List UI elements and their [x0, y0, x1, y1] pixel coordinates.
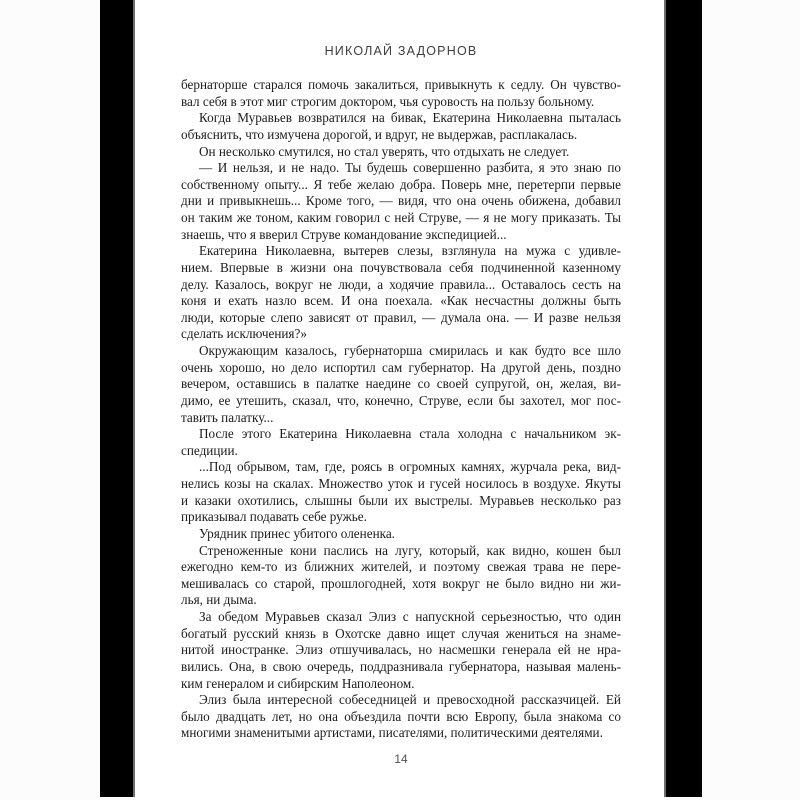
text-line: вились. Она, в свою очередь, поддразнивала губернатора, называя малень-: [181, 658, 621, 674]
text-line: нием. Впервые в жизни она почувствовала себя подчиненной казенному: [181, 259, 621, 275]
text-line: вечером, оставшись в палатке наедине со своей супругой, он, желая, ви-: [181, 376, 621, 392]
text-line: Он несколько смутился, но стал уверять, что отдыхать не следует.: [199, 143, 570, 159]
text-line: приказывал подавать себе ружье.: [181, 509, 367, 525]
page-text: [181, 77, 621, 742]
text-line: богатый русский князь в Охотске давно ищет случая жениться на знаме-: [181, 625, 621, 641]
text-line: собственному опыту... Я тебе желаю добра. Поверь мне, перетерпи первые: [181, 176, 621, 192]
text-line: знаешь, что я вверил Струве командование экспедицией...: [181, 226, 507, 242]
text-line: Екатерина Николаевна, вытерев слезы, взглянула на мужа с удивле-: [199, 243, 621, 259]
text-line: димо, ее утешить, сказал, что, конечно, Струве, если бы захотел, мог пос-: [181, 392, 621, 408]
text-line: многими знаменитыми артистами, писателями, политическими деятелями.: [181, 725, 603, 741]
text-line: он таким же тоном, каким говорил с ней Струве, — я не могу приказать. Ты: [181, 210, 621, 225]
text-line: Окружающим казалось, губернаторша смирилась и как будто все шло: [199, 343, 621, 358]
text-line: объяснить, что измучена дорогой, и вдруг, не выдержав, расплакалась.: [181, 126, 578, 142]
text-line: ...Под обрывом, там, где, роясь в огромных камнях, журчала река, вид-: [199, 459, 621, 475]
page-number: 14: [394, 752, 408, 766]
text-line: нитой иностранке. Элиз отшучивалась, но насмешки генерала ей не нра-: [181, 642, 621, 658]
text-line: и казаки охотились, слышны были их выстрелы. Муравьев несколько раз: [181, 492, 621, 508]
text-line: мешивалась со старой, прошлогодней, хотя вокруг не было видно ни жи-: [181, 575, 621, 591]
text-line: вал себя в этот миг строгим доктором, чья суровость на пользу больному.: [181, 93, 595, 109]
text-line: дни и привыкнешь... Кроме того, — видя, что она очень обижена, добавил: [181, 193, 621, 209]
left-page-gutter: [100, 0, 133, 797]
text-line: ежегодно кем-то из ближних жителей, и поэтому свежая трава не пере-: [181, 559, 621, 575]
text-line: тавить палатку...: [181, 409, 274, 425]
text-line: нелись козы на скалах. Множество уток и гусей носилось в воздухе. Якуты: [181, 476, 621, 491]
text-line: — И нельзя, и не надо. Ты будешь совершенно разбита, я это знаю по: [199, 160, 621, 176]
text-line: После этого Екатерина Николаевна стала холодна с начальником эк-: [199, 426, 621, 442]
text-line: спедиции.: [181, 442, 238, 458]
text-line: очень хорошо, но дело испортил сам губернатор. На другой день, поздно: [181, 359, 621, 375]
text-line: люди, которые слепо зависят от правил, — думала она. — И разве нельзя: [181, 309, 621, 325]
text-line: Когда Муравьев возвратился на бивак, Екатерина Николаевна пыталась: [199, 110, 621, 126]
text-line: коня и ехать назло всем. И она поехала. «Как несчастны должны быть: [181, 293, 621, 309]
book-page: [135, 0, 664, 800]
text-line: За обедом Муравьев сказал Элиз с напускной серьезностью, что один: [199, 609, 621, 624]
text-line: Урядник принес убитого олененка.: [199, 525, 395, 541]
text-line: ким генералом и сибирским Наполеоном.: [181, 675, 415, 691]
text-line: лья, ни дыма.: [181, 592, 257, 608]
text-line: делу. Казалось, вокруг не люди, а ходячие правила... Оставалось сесть на: [181, 276, 621, 292]
running-header: НИКОЛАЙ ЗАДОРНОВ: [324, 44, 478, 58]
text-line: бернаторше старался помочь закалиться, привыкнуть к седлу. Он чувство-: [181, 77, 621, 92]
text-line: Элиз была интересной собеседницей и превосходной рассказчицей. Ей: [199, 692, 621, 708]
text-line: сделать исключения?»: [181, 326, 307, 342]
text-line: было двадцать лет, но она объездила почти всю Европу, была знакома со: [181, 708, 621, 724]
right-page-gutter: [666, 0, 702, 797]
text-line: Стреноженные кони паслись на лугу, который, как видно, кошен был: [199, 542, 621, 558]
